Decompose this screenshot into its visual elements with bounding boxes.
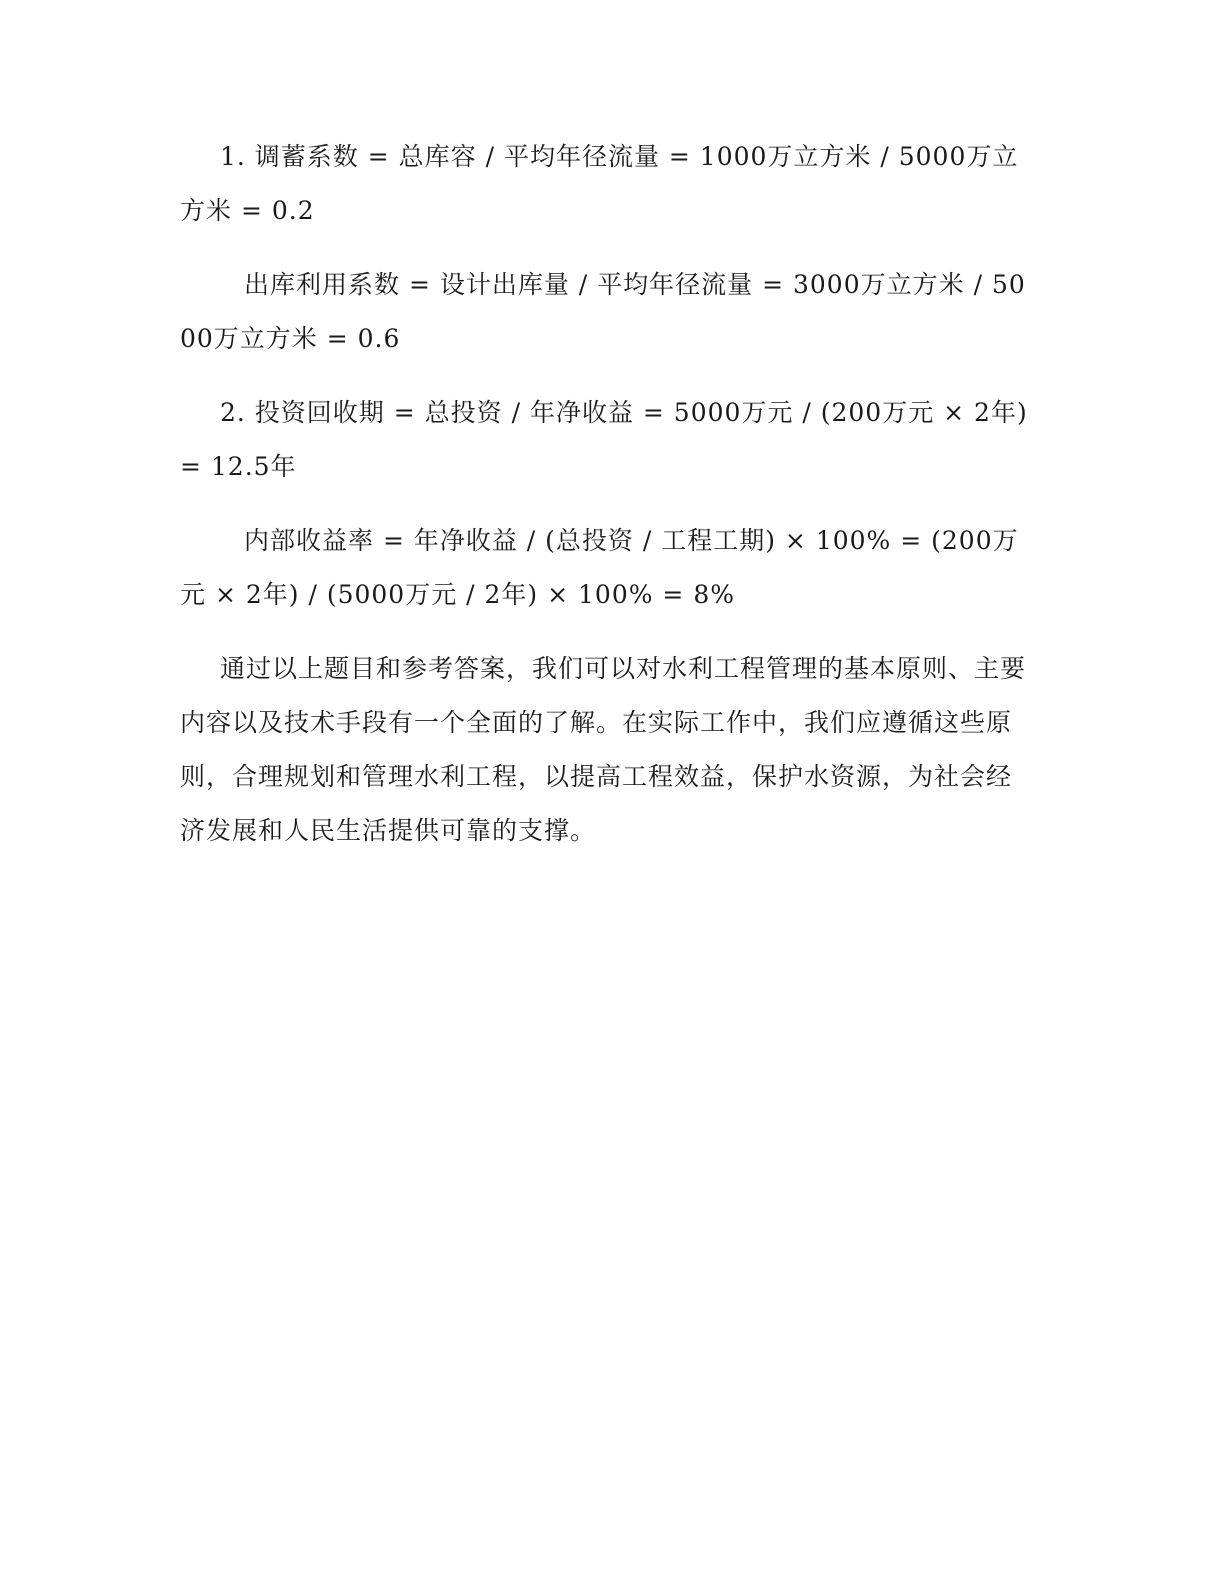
formula-outflow-utilization: 出库利用系数 = 设计出库量 / 平均年径流量 = 3000万立方米 / 5000万立方米 = 0.6 — [180, 270, 1026, 353]
formula-payback-period: 2. 投资回收期 = 总投资 / 年净收益 = 5000万元 / (200万元 × 2年) = 12.5年 — [180, 398, 1028, 481]
formula-storage-coefficient: 1. 调蓄系数 = 总库容 / 平均年径流量 = 1000万立方米 / 5000万立方米 = 0.2 — [180, 142, 1019, 225]
formula-internal-rate-of-return: 内部收益率 = 年净收益 / (总投资 / 工程工期) × 100% = (200万元 × 2年) / (5000万元 / 2年) × 100% = 8% — [180, 526, 1019, 609]
document-body — [180, 130, 1030, 858]
conclusion-paragraph: 通过以上题目和参考答案，我们可以对水利工程管理的基本原则、主要内容以及技术手段有一个全面的了解。在实际工作中，我们应遵循这些原则，合理规划和管理水利工程，以提高工程效益，保护水资源，为社会经济发展和人民生活提供可靠的支撑。 — [180, 654, 1027, 845]
